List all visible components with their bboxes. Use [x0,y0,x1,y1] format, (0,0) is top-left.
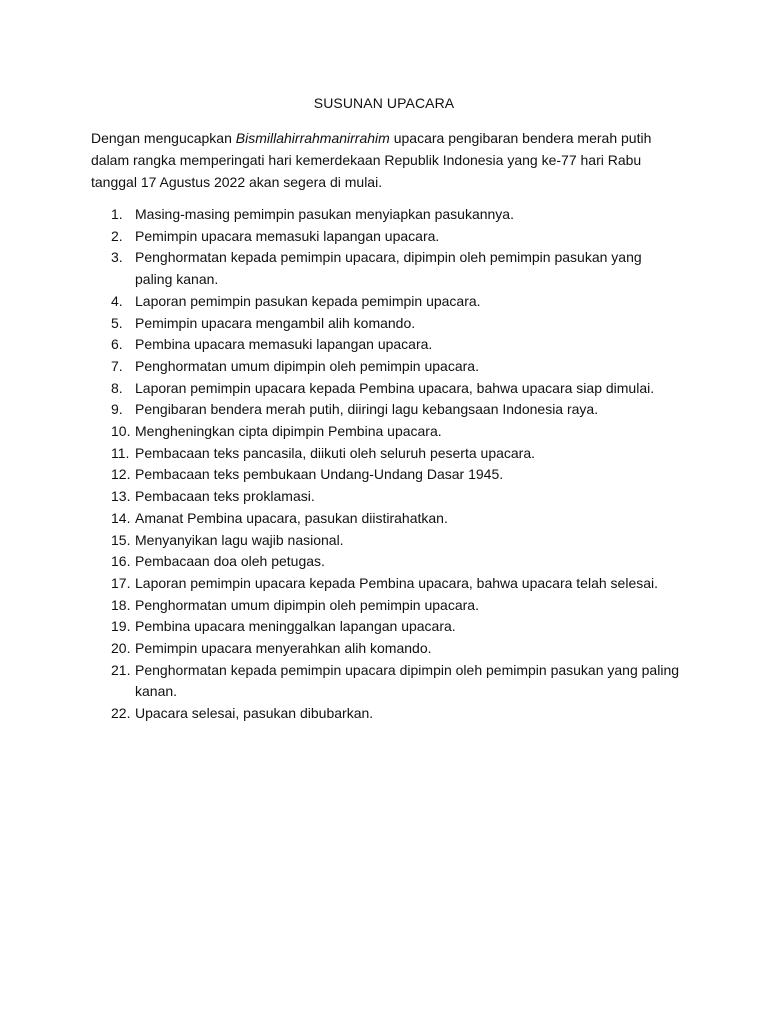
step-text: Amanat Pembina upacara, pasukan diistirahatkan. [135,509,448,526]
step-text: Upacara selesai, pasukan dibubarkan. [135,705,374,722]
list-item [91,508,681,530]
intro-line-2: dalam rangka memperingati hari kemerdekaan Republik Indonesia yang ke-77 hari Rabu [91,152,642,168]
step-text: Pembacaan teks pancasila, diikuti oleh seluruh peserta upacara. [135,444,536,461]
step-text: Pemimpin upacara memasuki lapangan upacara. [135,227,440,244]
list-item [91,226,681,248]
step-number: 7. [111,357,123,374]
step-text: Pengibaran bendera merah putih, diiringi lagu kebangsaan Indonesia raya. [135,401,599,418]
intro-line-3: tanggal 17 Agustus 2022 akan segera di mulai. [91,174,383,190]
list-item [91,399,681,421]
list-item [91,247,681,290]
step-number: 11. [111,444,130,461]
list-item [91,204,681,226]
list-item [91,443,681,465]
step-text: Pembacaan teks proklamasi. [135,488,315,505]
intro-line-1 [91,127,691,149]
step-number: 15. [111,531,131,548]
list-item [91,421,681,443]
step-text: Pemimpin upacara mengambil alih komando. [135,314,416,331]
step-number: 22. [111,705,131,722]
list-item [91,313,681,335]
step-text: Penghormatan kepada pemimpin upacara, dipimpin oleh pemimpin pasukan yang paling kanan. [135,249,642,288]
step-text: Pemimpin upacara menyerahkan alih komando. [135,640,432,657]
step-number: 2. [111,227,123,244]
step-number: 6. [111,336,123,353]
step-number: 21. [111,661,131,678]
step-text: Pembina upacara memasuki lapangan upacara. [135,336,433,353]
step-text: Penghormatan umum dipimpin oleh pemimpin upacara. [135,357,479,374]
step-number: 12. [111,466,131,483]
list-item [91,486,681,508]
list-item [91,530,681,552]
step-number: 5. [111,314,123,331]
list-item [91,291,681,313]
intro-paragraph [91,127,691,193]
list-item [91,464,681,486]
intro-text-before: Dengan mengucapkan [91,130,236,146]
step-text: Pembacaan doa oleh petugas. [135,553,325,570]
list-item [91,595,681,617]
step-text: Penghormatan kepada pemimpin upacara dipimpin oleh pemimpin pasukan yang paling kanan. [135,661,680,700]
list-item [91,638,681,660]
step-number: 1. [111,206,123,222]
list-item [91,660,681,703]
list-item [91,334,681,356]
ceremony-steps-list [91,204,681,725]
step-text: Laporan pemimpin upacara kepada Pembina upacara, bahwa upacara siap dimulai. [135,379,655,396]
list-item [91,703,681,725]
step-text: Masing-masing pemimpin pasukan menyiapkan pasukannya. [135,206,514,222]
list-item [91,378,681,400]
step-number: 4. [111,292,123,309]
step-number: 9. [111,401,123,418]
intro-text-after: upacara pengibaran bendera merah putih [389,130,652,146]
step-text: Laporan pemimpin upacara kepada Pembina upacara, bahwa upacara telah selesai. [135,574,659,591]
step-number: 16. [111,553,131,570]
list-item [91,573,681,595]
step-number: 14. [111,509,131,526]
step-text: Pembina upacara meninggalkan lapangan upacara. [135,618,456,635]
step-text: Menyanyikan lagu wajib nasional. [135,531,344,548]
step-number: 13. [111,488,131,505]
list-item [91,551,681,573]
step-number: 17. [111,574,131,591]
step-number: 18. [111,596,131,613]
step-text: Penghormatan umum dipimpin oleh pemimpin upacara. [135,596,479,613]
step-text: Mengheningkan cipta dipimpin Pembina upacara. [135,423,442,440]
list-item [91,356,681,378]
step-number: 19. [111,618,131,635]
intro-italic-phrase: Bismillahirrahmanirrahim [235,130,390,146]
step-number: 8. [111,379,123,396]
step-number: 20. [111,640,131,657]
list-item [91,616,681,638]
step-number: 3. [111,249,123,266]
step-number: 10. [111,423,131,440]
step-text: Laporan pemimpin pasukan kepada pemimpin upacara. [135,292,481,309]
document-title: SUSUNAN UPACARA [313,95,455,111]
step-text: Pembacaan teks pembukaan Undang-Undang Dasar 1945. [135,466,504,483]
